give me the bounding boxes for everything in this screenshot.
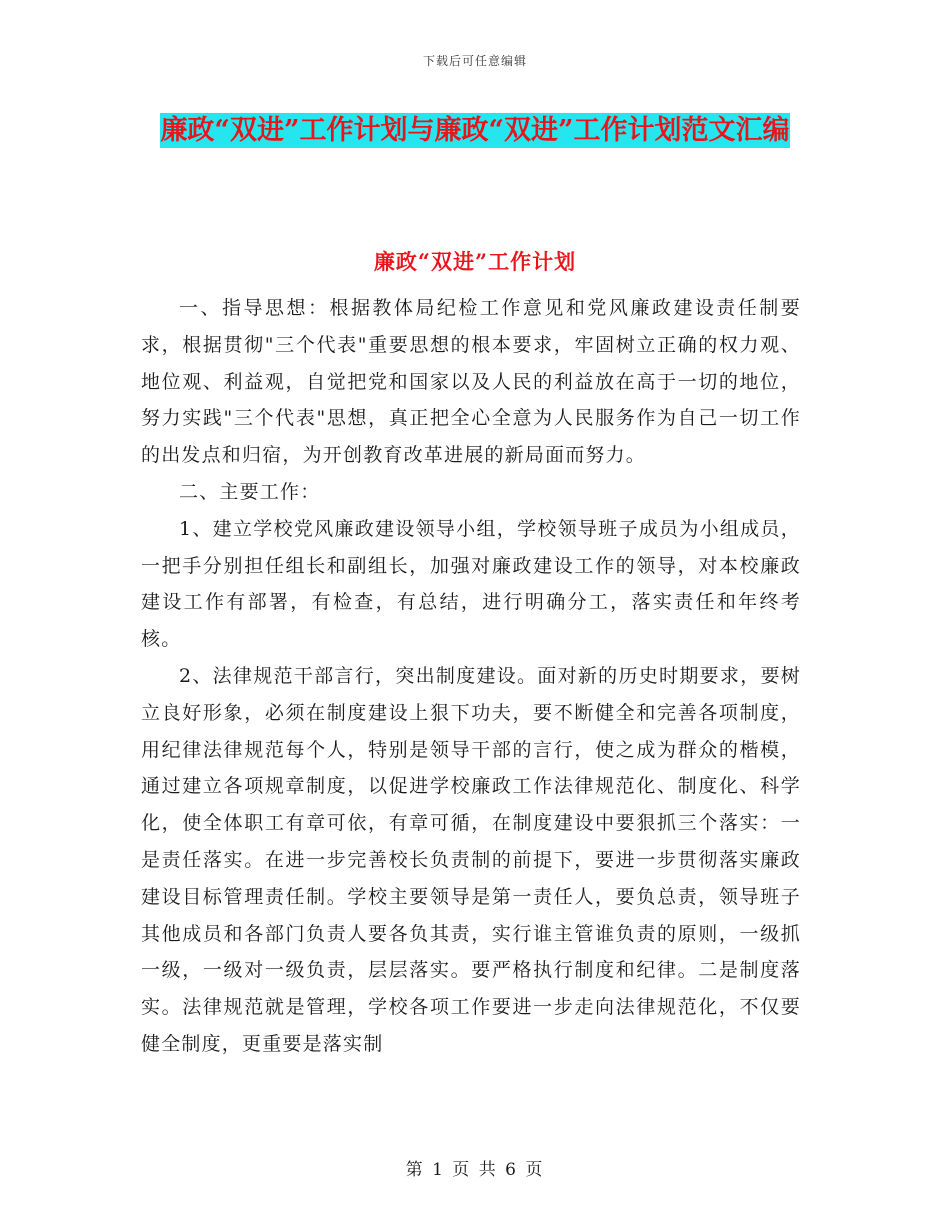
- paragraph-item-1: 1、建立学校党风廉政建设领导小组，学校领导班子成员为小组成员，一把手分别担任组长和副组长，加强对廉政建设工作的领导，对本校廉政建设工作有部署，有检查，有总结，进行明确分工，落实责任和年终考核。: [141, 517, 801, 651]
- page-number: 第 1 页 共 6 页: [405, 1160, 545, 1180]
- document-title: [140, 108, 810, 154]
- header-note: 下载后可任意编辑: [422, 54, 527, 68]
- paragraph-item-2: 2、法律规范干部言行，突出制度建设。面对新的历史时期要求，要树立良好形象，必须在制度建设上狠下功夫，要不断健全和完善各项制度，用纪律法律规范每个人，特别是领导干部的言行，使之成为群众的楷模，通过建立各项规章制度，以促进学校廉政工作法律规范化、制度化、科学化，使全体职工有章可依，有章可循，在制度建设中要狠抓三个落实：一是责任落实。在进一步完善校长负责制的前提下，要进一步贯彻落实廉政建设目标管理责任制。学校主要领导是第一责任人，要负总责，领导班子其他成员和各部门负责人要各负其责，实行谁主管谁负责的原则，一级抓一级，一级对一级负责，层层落实。要严格执行制度和纪律。二是制度落实。法律规范就是管理，学校各项工作要进一步走向法律规范化，不仅要健全制度，更重要是落实制: [141, 664, 801, 1055]
- section-title: 廉政“双进”工作计划: [373, 249, 577, 274]
- document-title-text: 廉政“双进”工作计划与廉政“双进”工作计划范文汇编: [160, 115, 790, 146]
- document-body: [141, 290, 801, 1063]
- paragraph-main-work-heading: 二、主要工作：: [179, 480, 321, 503]
- paragraph-guiding-ideology: 一、指导思想：根据教体局纪检工作意见和党风廉政建设责任制要求，根据贯彻"三个代表"重要思想的根本要求，牢固树立正确的权力观、地位观、利益观，自觉把党和国家以及人民的利益放在高于一切的地位，努力实践"三个代表"思想，真正把全心全意为人民服务作为自己一切工作的出发点和归宿，为开创教育改革进展的新局面而努力。: [141, 297, 801, 467]
